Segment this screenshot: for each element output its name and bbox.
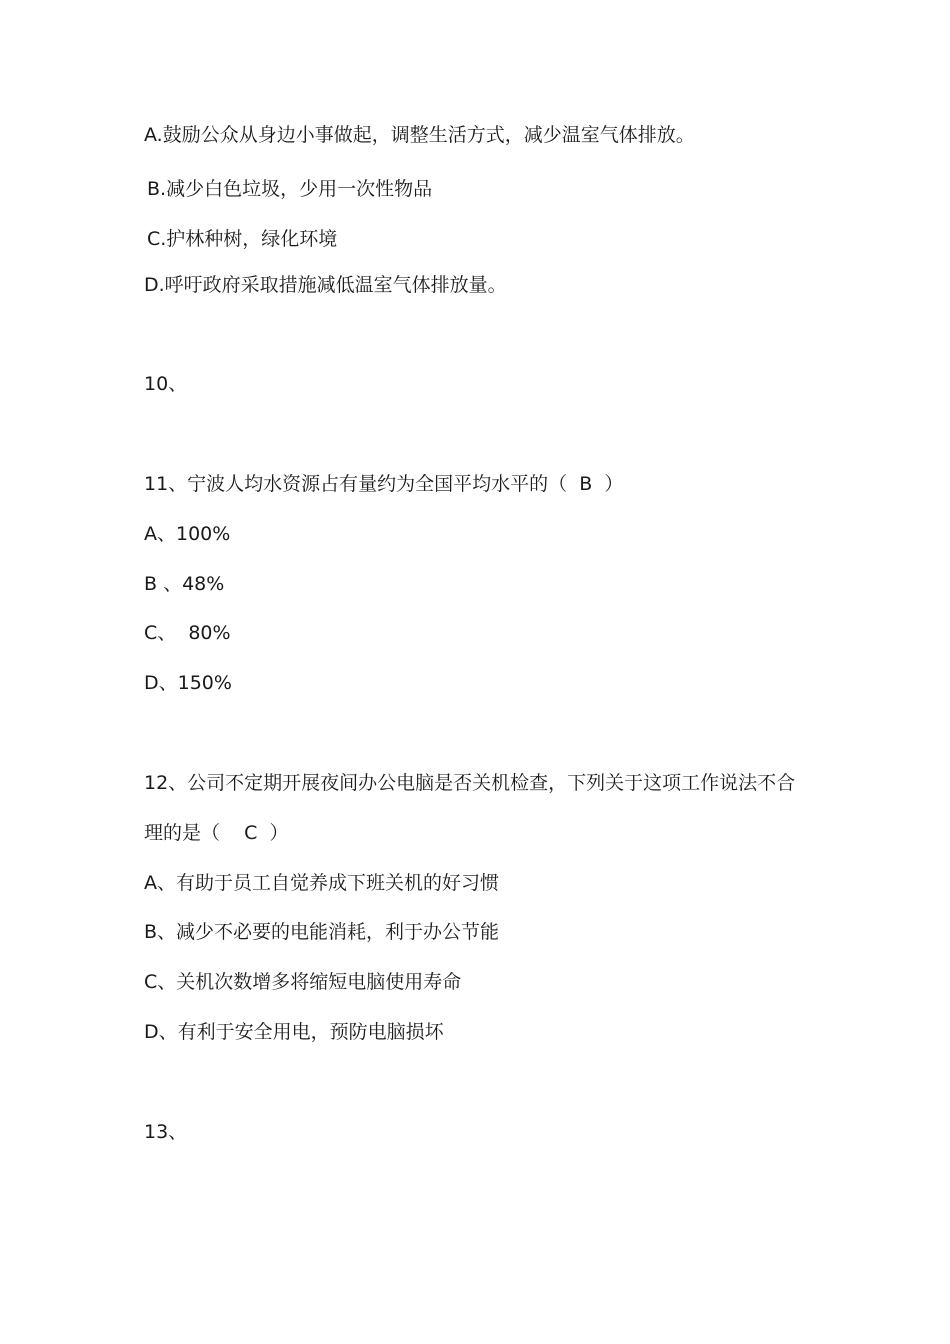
- question-11-option-b: B 、48%: [144, 573, 225, 595]
- question-11-stem: 11、宁波人均水资源占有量约为全国平均水平的（ B ）: [144, 473, 624, 495]
- question-12-option-b: B、减少不必要的电能消耗，利于办公节能: [144, 921, 500, 943]
- question-12-stem-line2: 理的是（ C ）: [144, 822, 289, 844]
- question-11-option-a: A、100%: [144, 523, 231, 545]
- question-12-option-c: C、关机次数增多将缩短电脑使用寿命: [144, 971, 462, 993]
- prev-option-a: A.鼓励公众从身边小事做起，调整生活方式，减少温室气体排放。: [144, 124, 695, 146]
- question-11-option-d: D、150%: [144, 672, 232, 694]
- question-12-option-a: A、有助于员工自觉养成下班关机的好习惯: [144, 872, 499, 894]
- question-12-stem-line1: 12、公司不定期开展夜间办公电脑是否关机检查，下列关于这项工作说法不合: [144, 772, 796, 794]
- question-12-option-d: D、有利于安全用电，预防电脑损坏: [144, 1021, 444, 1043]
- prev-option-d: D.呼吁政府采取措施减低温室气体排放量。: [144, 274, 507, 296]
- prev-option-b: B.减少白色垃圾，少用一次性物品: [147, 178, 433, 200]
- question-11-option-c: C、 80%: [144, 622, 231, 644]
- prev-option-c: C.护林种树，绿化环境: [147, 228, 338, 250]
- question-10-number: 10、: [144, 373, 188, 395]
- question-13-number: 13、: [144, 1121, 188, 1143]
